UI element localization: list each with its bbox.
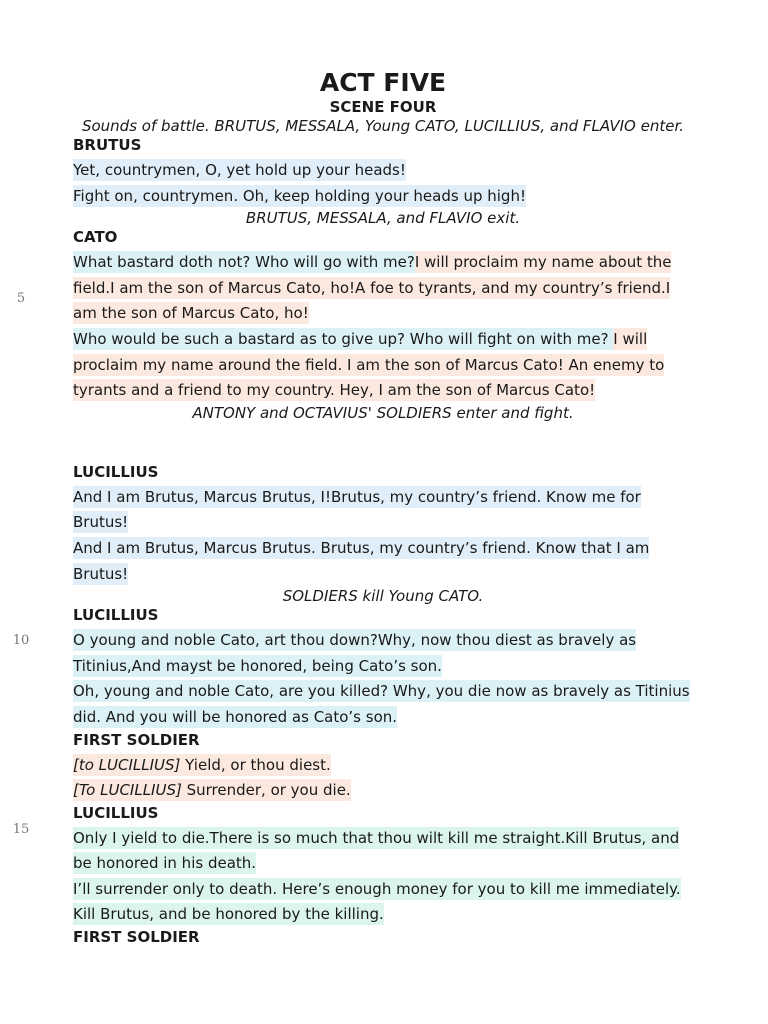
speaker-first-soldier: FIRST SOLDIER bbox=[73, 928, 200, 947]
stage-direction-soldiers-enter: ANTONY and OCTAVIUS' SOLDIERS enter and fight. bbox=[192, 403, 574, 422]
modern-line bbox=[73, 184, 693, 210]
modern-speech: Surrender, or you die. bbox=[181, 781, 351, 800]
original-text bbox=[73, 754, 331, 776]
modern-text: Who would be such a bastard as to give up? Who will fight on with me? bbox=[73, 329, 614, 348]
modern-text: Oh, young and noble Cato, are you killed? Why, you die now as bravely as Titinius did. And you will be honored as Cato’s son. bbox=[73, 682, 690, 726]
line-number-10: 10 bbox=[12, 633, 30, 648]
original-speech: Yield, or thou diest. bbox=[180, 755, 331, 774]
modern-line bbox=[73, 877, 693, 928]
modern-text: Fight on, countrymen. Oh, keep holding your heads up high! bbox=[73, 186, 526, 205]
original-text: O young and noble Cato, art thou down?Why, now thou diest as bravely as Titinius,And mayst be honored, being Cato’s son. bbox=[73, 631, 637, 675]
original-text: I will proclaim my name about the field.I am the son of Marcus Cato, ho!A foe to tyrants, and my country’s friend.I am the son of Marcus Cato, ho! bbox=[73, 253, 672, 323]
inline-direction: [to LUCILLIUS] bbox=[73, 755, 181, 774]
speaker-brutus: BRUTUS bbox=[73, 136, 142, 154]
modern-line bbox=[73, 778, 693, 804]
original-line bbox=[73, 250, 693, 327]
original-text: Only I yield to die.There is so much that thou wilt kill me straight.Kill Brutus, and be honored in his death. bbox=[73, 828, 680, 873]
line-number-15: 15 bbox=[12, 822, 30, 837]
line-number-5: 5 bbox=[16, 291, 26, 306]
speaker-lucillius: LUCILLIUS bbox=[73, 803, 159, 822]
original-line bbox=[73, 628, 693, 679]
original-line bbox=[73, 826, 693, 877]
modern-text: I’ll surrender only to death. Here’s enough money for you to kill me immediately. Kill Brutus, and be honored by the killing. bbox=[73, 879, 681, 924]
modern-line bbox=[73, 536, 693, 587]
modern-text bbox=[73, 779, 351, 801]
speaker-cato: CATO bbox=[73, 228, 118, 247]
modern-line bbox=[73, 679, 693, 730]
act-title: ACT FIVE bbox=[319, 68, 447, 97]
original-line bbox=[73, 158, 693, 184]
script-page bbox=[73, 68, 693, 946]
modern-text: I will proclaim my name around the field. I am the son of Marcus Cato! An enemy to tyrants and a friend to my country. Hey, I am the son of Marcus Cato! bbox=[73, 329, 665, 400]
speaker-first-soldier: FIRST SOLDIER bbox=[73, 730, 200, 749]
stage-direction-kill: SOLDIERS kill Young CATO. bbox=[282, 587, 484, 606]
inline-direction: [To LUCILLIUS] bbox=[73, 781, 182, 800]
original-line bbox=[73, 753, 693, 779]
modern-line bbox=[73, 327, 693, 404]
speaker-lucillius: LUCILLIUS bbox=[73, 606, 159, 625]
original-text: What bastard doth not? Who will go with me? bbox=[73, 253, 415, 272]
original-text: Yet, countrymen, O, yet hold up your heads! bbox=[73, 161, 406, 179]
speaker-lucillius: LUCILLIUS bbox=[73, 462, 159, 481]
original-text: And I am Brutus, Marcus Brutus, I!Brutus, my country’s friend. Know me for Brutus! bbox=[73, 487, 641, 532]
stage-direction-opening: Sounds of battle. BRUTUS, MESSALA, Young CATO, LUCILLIUS, and FLAVIO enter. bbox=[81, 117, 685, 135]
stage-direction-exit: BRUTUS, MESSALA, and FLAVIO exit. bbox=[245, 209, 521, 228]
original-line bbox=[73, 485, 693, 536]
scene-title: SCENE FOUR bbox=[329, 98, 437, 116]
modern-text: And I am Brutus, Marcus Brutus. Brutus, my country’s friend. Know that I am Brutus! bbox=[73, 538, 650, 583]
